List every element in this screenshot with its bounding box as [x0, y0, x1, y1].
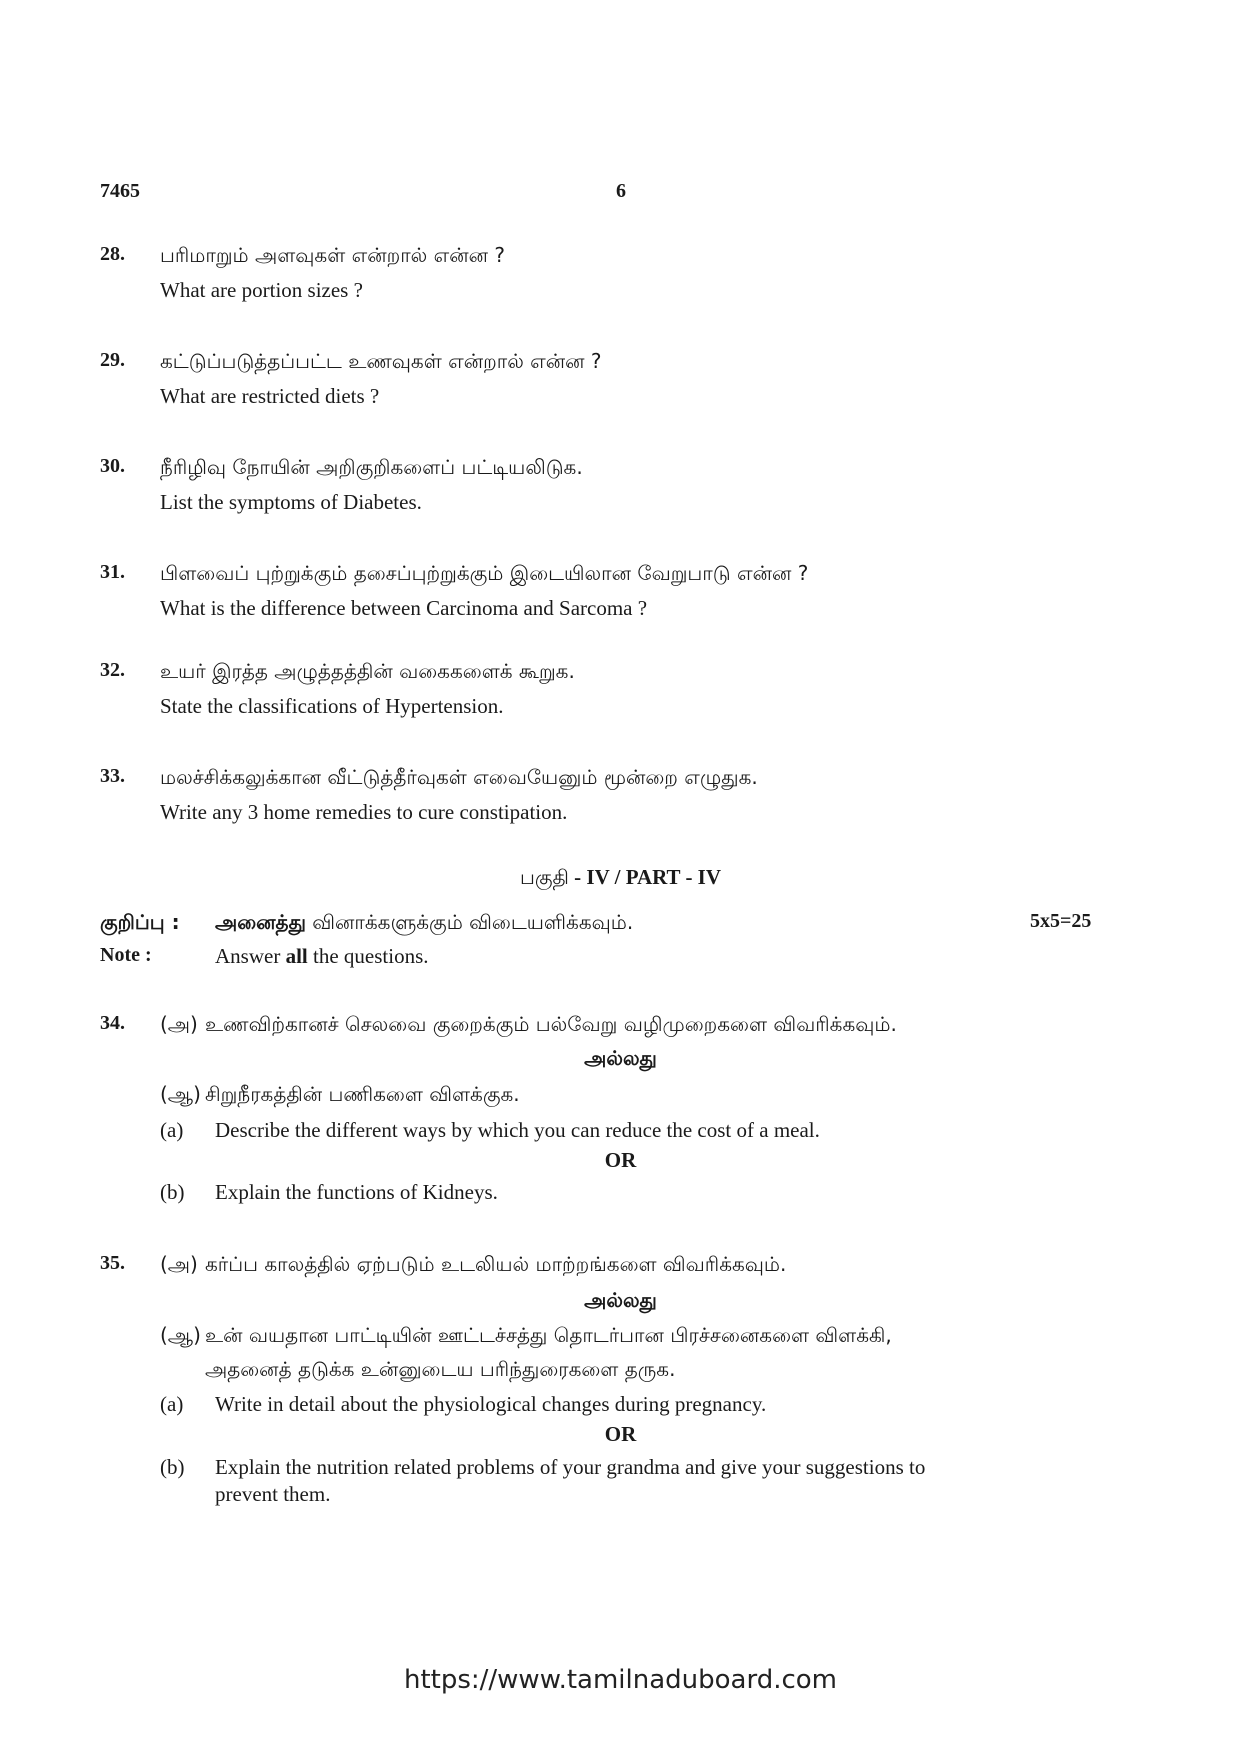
option-a-text: Describe the different ways by which you can reduce the cost of a meal.: [215, 1118, 820, 1142]
note-label-english: Note :: [100, 944, 152, 966]
question-text-english: What are restricted diets ?: [160, 384, 380, 408]
question-text-tamil: நீரிழிவு நோயின் அறிகுறிகளைப் பட்டியலிடுக.: [160, 455, 583, 479]
option-b-text-line1: Explain the nutrition related problems of your grandma and give your suggestions to: [215, 1455, 926, 1479]
question-text-english: What is the difference between Carcinoma and Sarcoma ?: [160, 596, 648, 620]
option-a-label-tamil: (அ): [160, 1252, 198, 1276]
marks-allocation: 5x5=25: [1030, 910, 1092, 932]
option-b-text-line2: prevent them.: [215, 1482, 331, 1506]
question-text-tamil: கட்டுப்படுத்தப்பட்ட உணவுகள் என்றால் என்ன ?: [160, 349, 602, 373]
part-title-tamil: பகுதி: [519, 865, 569, 889]
part-heading: [0, 865, 1241, 892]
or-separator-tamil: அல்லது: [584, 1288, 657, 1312]
question-text-tamil: மலச்சிக்கலுக்கான வீட்டுத்தீர்வுகள் எவையேனும் மூன்றை எழுதுக.: [160, 765, 758, 789]
question-text-english: Write any 3 home remedies to cure constipation.: [160, 800, 568, 824]
question-number: 33.: [100, 765, 125, 787]
question-number: 35.: [100, 1252, 125, 1274]
option-b-label: (b): [160, 1455, 185, 1479]
option-b-text-tamil-line2: அதனைத் தடுக்க உன்னுடைய பரிந்துரைகளை தருக.: [205, 1357, 676, 1381]
option-a-label-tamil: (அ): [160, 1012, 198, 1036]
option-a-text: Write in detail about the physiological changes during pregnancy.: [215, 1392, 767, 1416]
option-a-text-tamil: கர்ப்ப காலத்தில் ஏற்படும் உடலியல் மாற்றங்களை விவரிக்கவும்.: [205, 1252, 787, 1276]
or-separator: OR: [604, 1148, 637, 1172]
note-rest-tamil: வினாக்களுக்கும் விடையளிக்கவும்.: [305, 910, 634, 934]
note-label-tamil: குறிப்பு :: [100, 910, 180, 934]
option-a-label: (a): [160, 1118, 184, 1142]
note-emphasis: all: [285, 944, 308, 968]
question-number: 30.: [100, 455, 125, 477]
page-number: 6: [616, 180, 626, 202]
question-number: 32.: [100, 659, 125, 681]
part-title-english: IV / PART - IV: [586, 865, 722, 889]
or-separator: OR: [604, 1422, 637, 1446]
note-post: the questions.: [307, 944, 429, 968]
question-text-tamil: பரிமாறும் அளவுகள் என்றால் என்ன ?: [160, 243, 505, 267]
paper-code: 7465: [100, 180, 140, 202]
question-number: 28.: [100, 243, 125, 265]
option-b-text-tamil-line1: உன் வயதான பாட்டியின் ஊட்டச்சத்து தொடர்பான பிரச்சனைகளை விளக்கி,: [205, 1323, 892, 1347]
question-number: 29.: [100, 349, 125, 371]
option-a-text-tamil: உணவிற்கானச் செலவை குறைக்கும் பல்வேறு வழிமுறைகளை விவரிக்கவும்.: [205, 1012, 897, 1036]
question-number: 31.: [100, 561, 125, 583]
question-text-tamil: பிளவைப் புற்றுக்கும் தசைப்புற்றுக்கும் இடையிலான வேறுபாடு என்ன ?: [160, 561, 809, 585]
question-text-english: List the symptoms of Diabetes.: [160, 490, 422, 514]
option-a-label: (a): [160, 1392, 184, 1416]
option-b-label-tamil: (ஆ): [160, 1323, 201, 1347]
option-b-text-tamil: சிறுநீரகத்தின் பணிகளை விளக்குக.: [205, 1082, 520, 1106]
footer-url: https://www.tamilnaduboard.com: [403, 1665, 838, 1695]
option-b-label: (b): [160, 1180, 185, 1204]
option-b-label-tamil: (ஆ): [160, 1082, 201, 1106]
note-emphasis-tamil: அனைத்து: [215, 910, 306, 934]
option-b-text: Explain the functions of Kidneys.: [215, 1180, 498, 1204]
part-title-separator: -: [568, 865, 587, 889]
note-text-tamil: [215, 910, 633, 937]
or-separator-tamil: அல்லது: [584, 1046, 657, 1070]
question-text-tamil: உயர் இரத்த அழுத்தத்தின் வகைகளைக் கூறுக.: [160, 659, 575, 683]
note-text-english: [215, 944, 429, 969]
note-pre: Answer: [215, 944, 286, 968]
question-text-english: What are portion sizes ?: [160, 278, 363, 302]
question-number: 34.: [100, 1012, 125, 1034]
question-text-english: State the classifications of Hypertension.: [160, 694, 504, 718]
